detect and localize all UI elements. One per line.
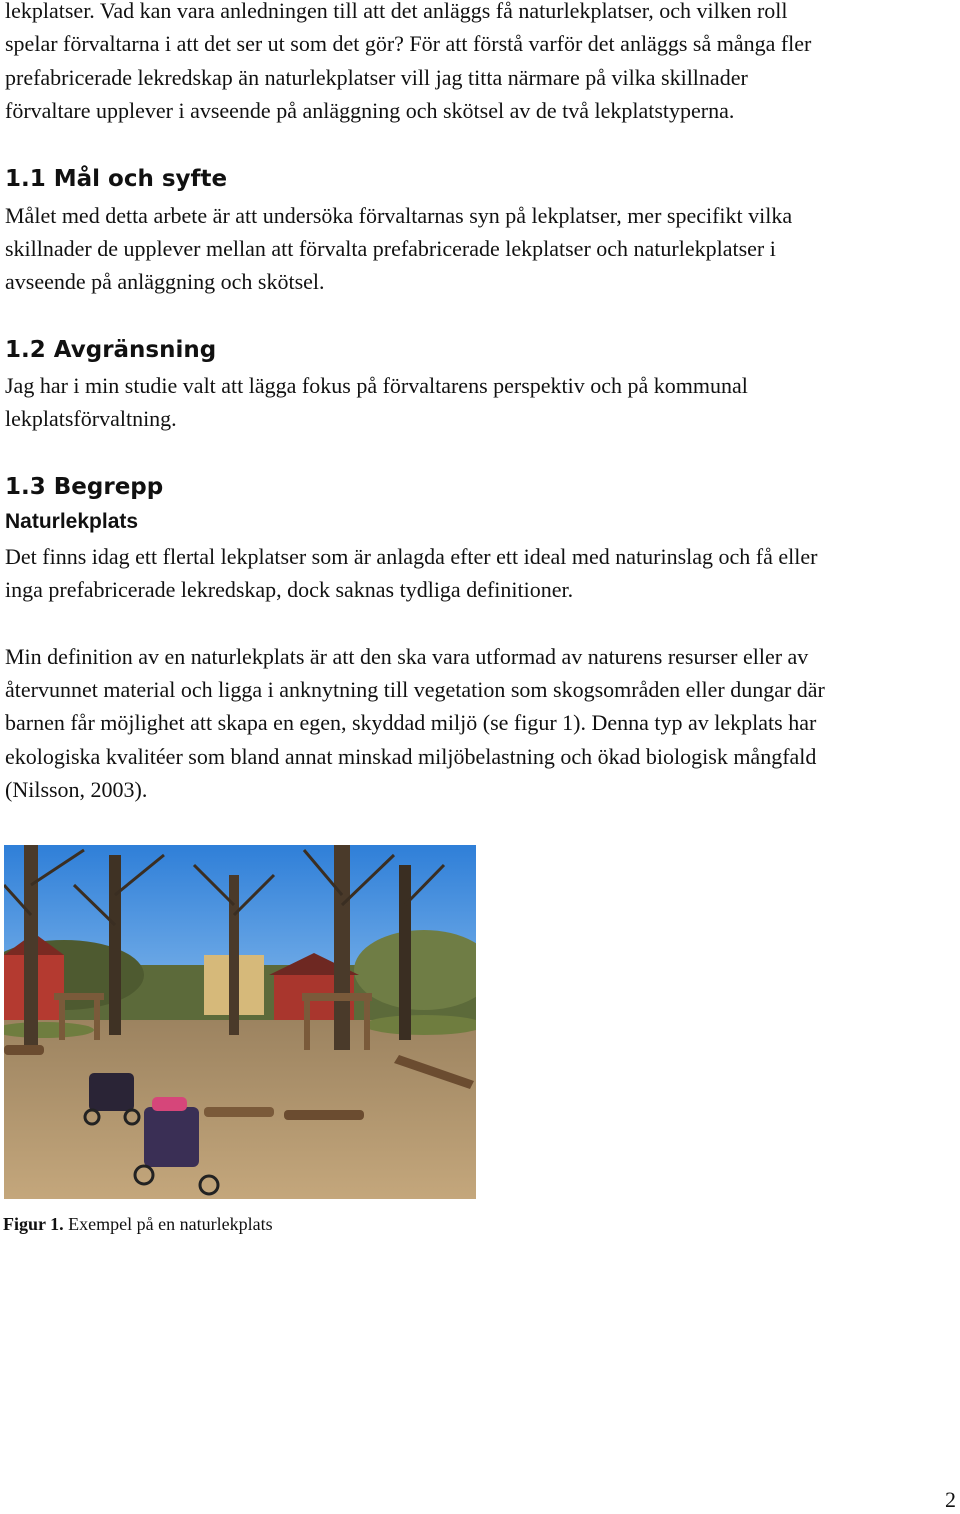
tree-trunk	[399, 865, 411, 1040]
text-line: förvaltare upplever i avseende på anläggning och skötsel av de två lekplatstyperna.	[5, 98, 735, 123]
text-line: inga prefabricerade lekredskap, dock saknas tydliga definitioner.	[5, 577, 574, 602]
tree-trunk	[334, 845, 350, 1050]
text-line: Det finns idag ett flertal lekplatser som är anlagda efter ett ideal med naturinslag och få eller	[5, 544, 818, 569]
figure-1-photo	[4, 845, 476, 1199]
text-line: återvunnet material och ligga i anknytning till vegetation som skogsområden eller dungar där	[5, 677, 825, 702]
playground-photo-illustration	[4, 845, 476, 1199]
tree-trunk	[229, 875, 239, 1035]
section-heading-1-2: 1.2 Avgränsning	[5, 337, 217, 363]
text-line: avseende på anläggning och skötsel.	[5, 269, 325, 294]
text-line: lekplatser. Vad kan vara anledningen till att det anläggs få naturlekplatser, och vilken roll	[5, 0, 788, 23]
figure-caption-label: Figur 1.	[3, 1214, 64, 1234]
subheading-naturlekplats: Naturlekplats	[5, 510, 139, 533]
section-heading-1-1: 1.1 Mål och syfte	[5, 166, 228, 192]
text-line: (Nilsson, 2003).	[5, 777, 148, 802]
text-line: barnen får möjlighet att skapa en egen, skyddad miljö (se figur 1). Denna typ av lekplats har	[5, 710, 817, 735]
tree-trunk	[109, 855, 121, 1035]
text-line: Min definition av en naturlekplats är att den ska vara utformad av naturens resurser eller av	[5, 644, 809, 669]
text-line: Målet med detta arbete är att undersöka förvaltarnas syn på lekplatser, mer specifikt vilka	[5, 203, 793, 228]
figure-caption-text: Exempel på en naturlekplats	[63, 1214, 273, 1234]
log	[284, 1110, 364, 1120]
section-heading-1-3: 1.3 Begrepp	[5, 474, 164, 500]
text-line: spelar förvaltarna i att det ser ut som det gör? För att förstå varför det anläggs så många fler	[5, 31, 812, 56]
figure-caption	[3, 1212, 273, 1236]
text-line: prefabricerade lekredskap än naturlekplatser vill jag titta närmare på vilka skillnader	[5, 65, 748, 90]
log	[204, 1107, 274, 1117]
log	[4, 1045, 44, 1055]
text-line: Jag har i min studie valt att lägga fokus på förvaltarens perspektiv och på kommunal	[5, 373, 748, 398]
tree-trunk	[24, 845, 38, 1045]
text-line: ekologiska kvalitéer som bland annat minskad miljöbelastning och ökad biologisk mångfald	[5, 744, 817, 769]
page-number: 2	[945, 1487, 956, 1512]
text-line: skillnader de upplever mellan att förvalta prefabricerade lekplatser och naturlekplatser i	[5, 236, 776, 261]
text-line: lekplatsförvaltning.	[5, 406, 177, 431]
